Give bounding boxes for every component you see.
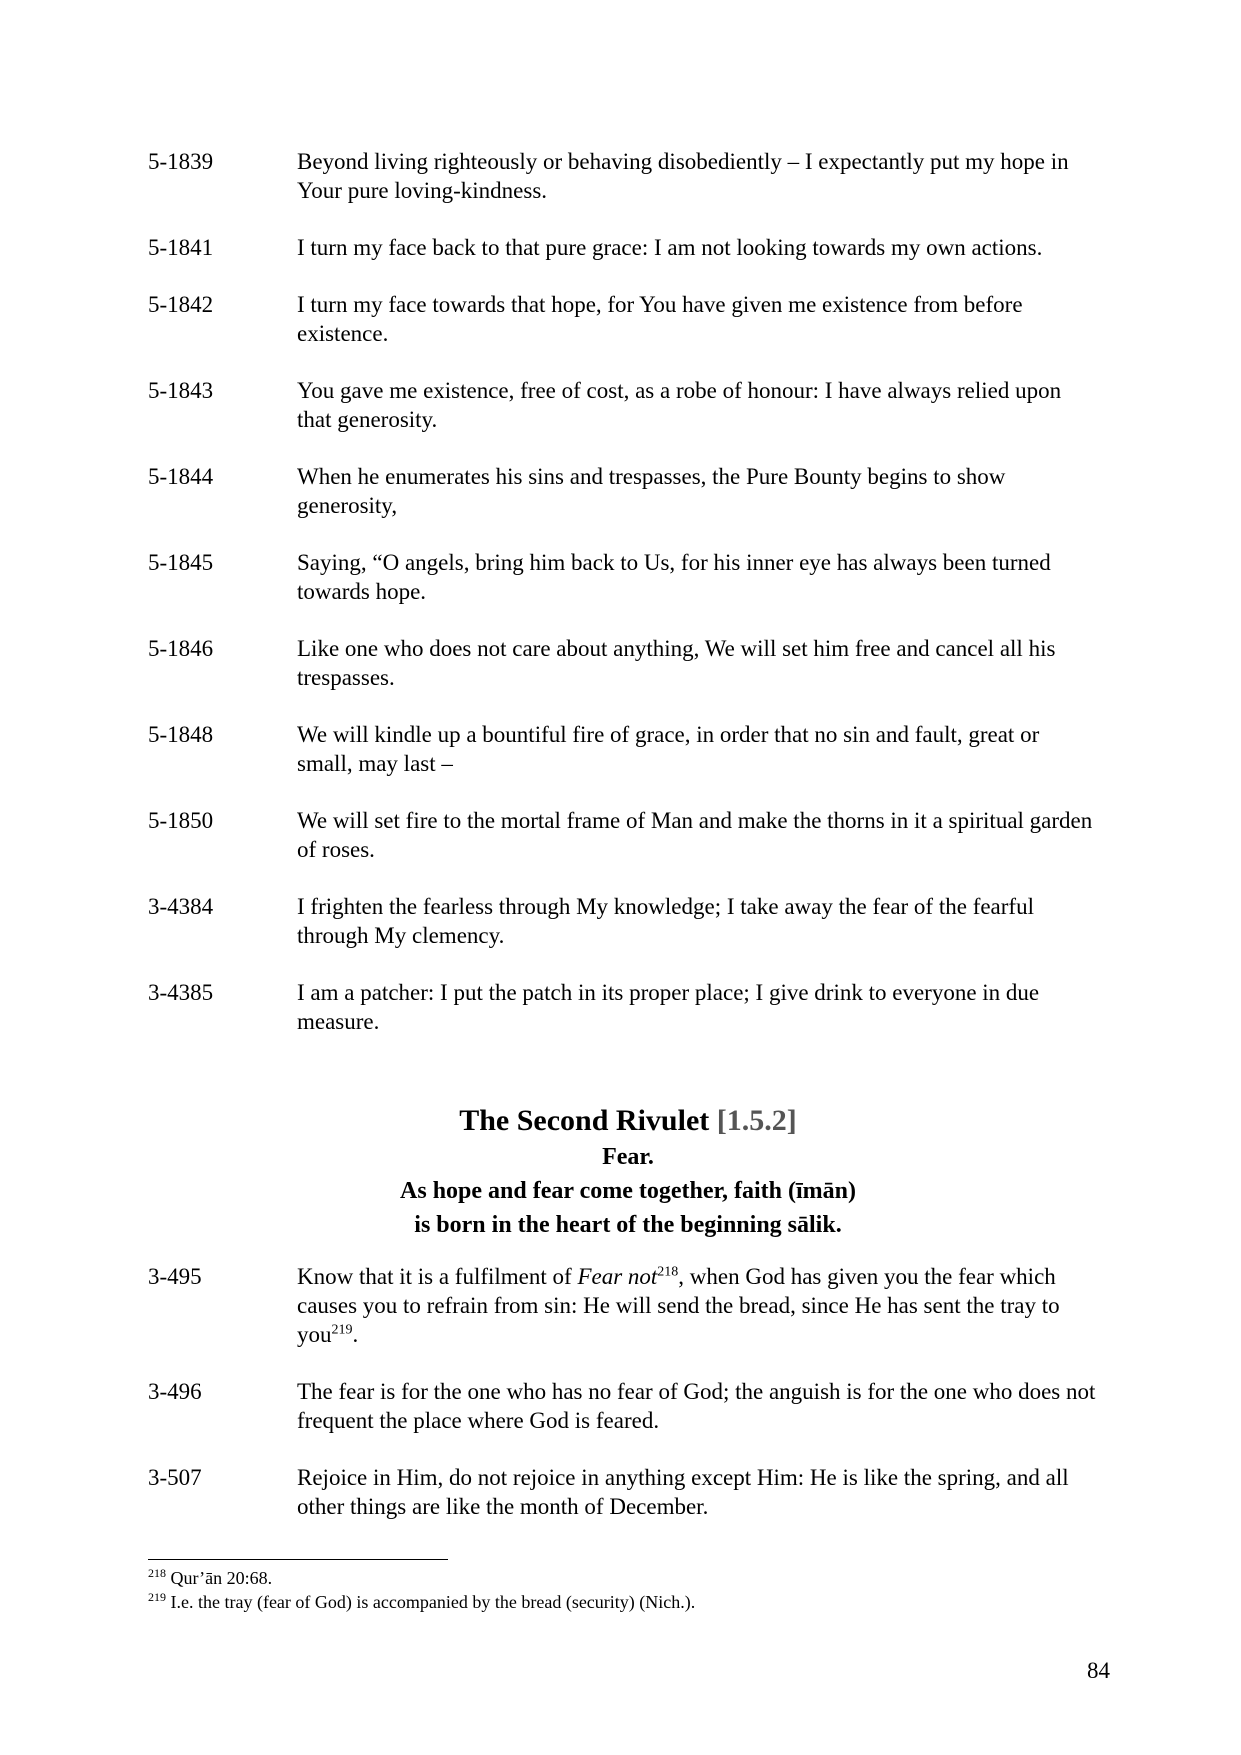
- verse-row: [148, 1377, 1108, 1435]
- verse-reference: 5-1842: [148, 292, 214, 317]
- verse-reference: 5-1843: [148, 378, 214, 403]
- verse-row: [148, 147, 1108, 205]
- verse-text: [297, 1262, 1097, 1349]
- verse-text: Rejoice in Him, do not rejoice in anything except Him: He is like the spring, and all other things are like the month of December.: [297, 1465, 1069, 1519]
- verse-row: [148, 290, 1108, 348]
- verse-text-part: .: [352, 1322, 359, 1347]
- verse-row: [148, 233, 1108, 262]
- verse-list-bottom: [148, 1262, 1108, 1549]
- verse-reference: 5-1850: [148, 808, 214, 833]
- verse-text: Beyond living righteously or behaving disobediently – I expectantly put my hope in Your pure loving-kindness.: [297, 149, 1069, 203]
- footnote-number: 218: [148, 1566, 166, 1580]
- verse-reference: 3-4384: [148, 894, 214, 919]
- verse-row: [148, 720, 1108, 778]
- verse-text: The fear is for the one who has no fear of God; the anguish is for the one who does not frequent the place where God is feared.: [297, 1379, 1096, 1433]
- footnote-number: 219: [148, 1590, 166, 1604]
- verse-row: [148, 978, 1108, 1036]
- verse-text: When he enumerates his sins and trespasses, the Pure Bounty begins to show generosity,: [297, 464, 1006, 518]
- verse-reference: 5-1844: [148, 464, 214, 489]
- verse-text: Like one who does not care about anything, We will set him free and cancel all his trespasses.: [297, 636, 1056, 690]
- verse-reference: 3-495: [148, 1264, 202, 1289]
- footnote-marker: 219: [331, 1322, 353, 1338]
- verse-text: You gave me existence, free of cost, as a robe of honour: I have always relied upon that generosity.: [297, 378, 1062, 432]
- verse-reference: 5-1845: [148, 550, 214, 575]
- verse-text: I frighten the fearless through My knowledge; I take away the fear of the fearful through My clemency.: [297, 894, 1034, 948]
- verse-text: Saying, “O angels, bring him back to Us, for his inner eye has always been turned towards hope.: [297, 550, 1051, 604]
- footnote: [148, 1590, 1108, 1614]
- footnote-separator: [148, 1559, 448, 1560]
- verse-text: We will set fire to the mortal frame of Man and make the thorns in it a spiritual garden of roses.: [297, 808, 1093, 862]
- verse-row: [148, 462, 1108, 520]
- verse-reference: 3-496: [148, 1379, 202, 1404]
- verse-row: [148, 892, 1108, 950]
- verse-reference: 5-1848: [148, 722, 214, 747]
- section-title-text: The Second Rivulet: [459, 1104, 710, 1137]
- verse-reference: 3-4385: [148, 980, 214, 1005]
- footnotes: [148, 1566, 1108, 1614]
- verse-text-part: Know that it is a fulfilment of: [297, 1264, 578, 1289]
- verse-row: [148, 376, 1108, 434]
- verse-row: [148, 1262, 1108, 1349]
- verse-text: I am a patcher: I put the patch in its proper place; I give drink to everyone in due measure.: [297, 980, 1040, 1034]
- verse-text: We will kindle up a bountiful fire of grace, in order that no sin and fault, great or small, may last –: [297, 722, 1040, 776]
- verse-list-top: [148, 147, 1108, 1064]
- section-subtitle: Fear.: [602, 1144, 654, 1170]
- verse-row: [148, 548, 1108, 606]
- section-subtitle: As hope and fear come together, faith (īmān): [400, 1178, 856, 1204]
- footnote-marker: 218: [657, 1264, 679, 1280]
- verse-row: [148, 1463, 1108, 1521]
- section-subtitle: is born in the heart of the beginning sālik.: [414, 1212, 842, 1238]
- verse-reference: 3-507: [148, 1465, 202, 1490]
- footnote: [148, 1566, 1108, 1590]
- verse-reference: 5-1841: [148, 235, 214, 260]
- verse-quote-italic: Fear not: [577, 1264, 658, 1289]
- footnote-text: I.e. the tray (fear of God) is accompanied by the bread (security) (Nich.).: [166, 1592, 696, 1612]
- section-number: [1.5.2]: [716, 1104, 797, 1137]
- page-number: 84: [1087, 1658, 1110, 1683]
- verse-reference: 5-1839: [148, 149, 214, 174]
- verse-text: I turn my face back to that pure grace: I am not looking towards my own actions.: [297, 235, 1043, 260]
- verse-reference: 5-1846: [148, 636, 214, 661]
- section-title: [148, 1102, 1108, 1140]
- verse-text: I turn my face towards that hope, for You have given me existence from before existence.: [297, 292, 1023, 346]
- verse-text-part: , when God has given you the fear which causes you to refrain from sin: He will send the bread, since He has sent the tray to you: [297, 1264, 1060, 1347]
- section-heading: [148, 1102, 1108, 1242]
- verse-row: [148, 806, 1108, 864]
- verse-row: [148, 634, 1108, 692]
- footnote-text: Qur’ān 20:68.: [166, 1568, 273, 1588]
